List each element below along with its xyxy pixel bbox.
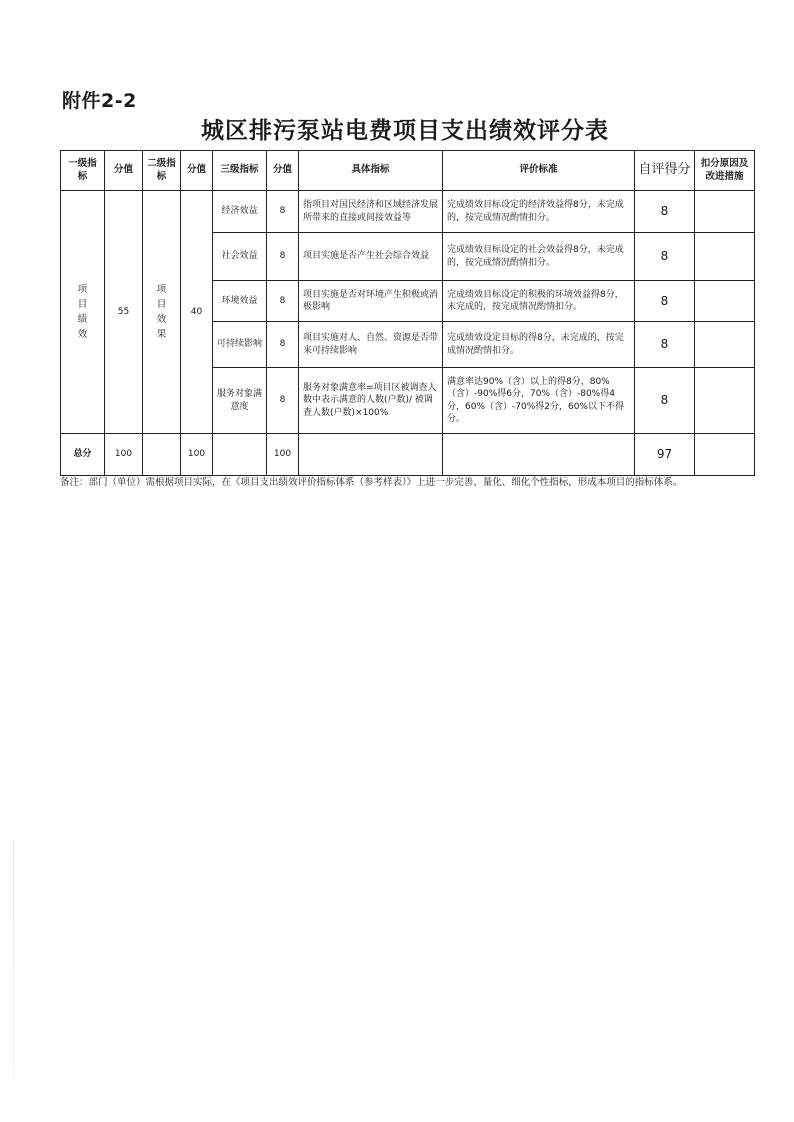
self-score: 8 bbox=[635, 368, 695, 434]
header-level1: 一级指标 bbox=[61, 151, 105, 191]
attachment-label: 附件2-2 bbox=[62, 90, 137, 112]
table-row bbox=[61, 191, 755, 233]
total-score1: 100 bbox=[105, 434, 143, 476]
indicator-score: 8 bbox=[267, 233, 299, 281]
header-row bbox=[61, 151, 755, 191]
total-score2: 100 bbox=[181, 434, 213, 476]
level2-name-cell bbox=[143, 191, 181, 434]
deduct-reason bbox=[695, 322, 755, 368]
self-score: 8 bbox=[635, 233, 695, 281]
indicator-name: 可持续影响 bbox=[213, 322, 267, 368]
header-level2: 二级指标 bbox=[143, 151, 181, 191]
evaluation-criteria: 满意率达90%（含）以上的得8分，80%（含）-90%得6分，70%（含）-80%得4分，60%（含）-70%得2分，60%以下不得分。 bbox=[443, 368, 635, 434]
specific-indicator: 项目实施是否对环境产生积极或消极影响 bbox=[299, 281, 443, 322]
evaluation-criteria: 完成绩效目标设定的积极的环境效益得8分，未完成的，按完成情况酌情扣分。 bbox=[443, 281, 635, 322]
level2-score: 40 bbox=[181, 191, 213, 434]
indicator-name: 环境效益 bbox=[213, 281, 267, 322]
header-specific: 具体指标 bbox=[299, 151, 443, 191]
header-score1: 分值 bbox=[105, 151, 143, 191]
total-score3: 100 bbox=[267, 434, 299, 476]
total-empty-2 bbox=[213, 434, 267, 476]
indicator-score: 8 bbox=[267, 368, 299, 434]
deduct-reason bbox=[695, 191, 755, 233]
level2-name: 项目效果 bbox=[156, 283, 167, 341]
header-level3: 三级指标 bbox=[213, 151, 267, 191]
header-deduct-reason: 扣分原因及改进措施 bbox=[695, 151, 755, 191]
evaluation-criteria: 完成绩效目标设定的经济效益得8分，未完成的，按完成情况酌情扣分。 bbox=[443, 191, 635, 233]
scan-edge-mark bbox=[13, 840, 14, 1080]
total-label: 总分 bbox=[61, 434, 105, 476]
header-self-score: 自评得分 bbox=[635, 151, 695, 191]
level1-score: 55 bbox=[105, 191, 143, 434]
header-score3: 分值 bbox=[267, 151, 299, 191]
footnote: 备注：部门（单位）需根据项目实际，在《项目支出绩效评价指标体系（参考样表）》上进一步完善、量化、细化个性指标，形成本项目的指标体系。 bbox=[60, 477, 683, 488]
indicator-name: 服务对象满意度 bbox=[213, 368, 267, 434]
total-empty-4 bbox=[443, 434, 635, 476]
specific-indicator: 指项目对国民经济和区域经济发展所带来的直接或间接效益等 bbox=[299, 191, 443, 233]
specific-indicator: 项目实施是否产生社会综合效益 bbox=[299, 233, 443, 281]
self-score: 8 bbox=[635, 322, 695, 368]
self-score: 8 bbox=[635, 191, 695, 233]
deduct-reason bbox=[695, 281, 755, 322]
indicator-name: 社会效益 bbox=[213, 233, 267, 281]
deduct-reason bbox=[695, 368, 755, 434]
indicator-score: 8 bbox=[267, 322, 299, 368]
level1-name-cell bbox=[61, 191, 105, 434]
page-title: 城区排污泵站电费项目支出绩效评分表 bbox=[201, 118, 609, 144]
total-empty-1 bbox=[143, 434, 181, 476]
header-criteria: 评价标准 bbox=[443, 151, 635, 191]
total-row bbox=[61, 434, 755, 476]
deduct-reason bbox=[695, 233, 755, 281]
evaluation-criteria: 完成绩效设定目标的得8分，未完成的，按完成情况酌情扣分。 bbox=[443, 322, 635, 368]
total-empty-3 bbox=[299, 434, 443, 476]
indicator-name: 经济效益 bbox=[213, 191, 267, 233]
header-score2: 分值 bbox=[181, 151, 213, 191]
total-self-score: 97 bbox=[635, 434, 695, 476]
indicator-score: 8 bbox=[267, 191, 299, 233]
score-table bbox=[60, 150, 755, 476]
level1-name: 项目绩效 bbox=[77, 283, 88, 341]
specific-indicator: 项目实施对人、自然、资源是否带来可持续影响 bbox=[299, 322, 443, 368]
specific-indicator: 服务对象满意率=项目区被调查人数中表示满意的人数(户数)/ 被调查人数(户数)×100% bbox=[299, 368, 443, 434]
evaluation-criteria: 完成绩效目标设定的社会效益得8分，未完成的，按完成情况酌情扣分。 bbox=[443, 233, 635, 281]
indicator-score: 8 bbox=[267, 281, 299, 322]
self-score: 8 bbox=[635, 281, 695, 322]
total-empty-5 bbox=[695, 434, 755, 476]
